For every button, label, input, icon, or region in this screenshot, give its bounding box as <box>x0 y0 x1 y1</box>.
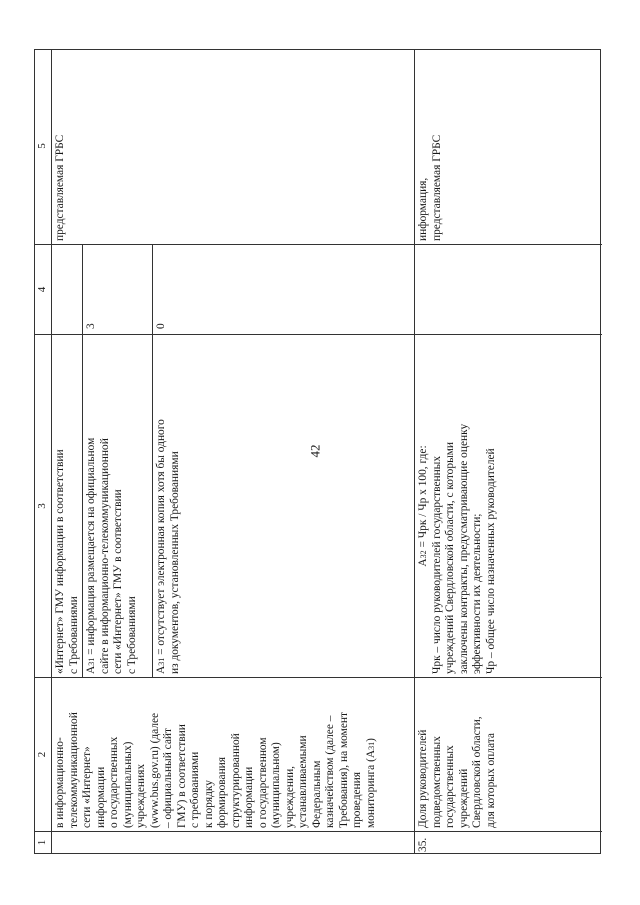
header-col-5: 5 <box>35 48 51 245</box>
row-a-score-mid: 3 <box>82 245 152 334</box>
row-a-score-cell <box>52 245 414 335</box>
row-a-method-top <box>52 335 82 677</box>
data-table <box>34 49 601 854</box>
row-a-score-top <box>52 245 82 334</box>
row-a-method-mid <box>82 335 152 677</box>
row-a-indicator-tail: ) <box>364 738 377 742</box>
row-a-mid-prefix: А <box>85 665 97 674</box>
row-a-score-bottom: 0 <box>152 245 414 334</box>
row-a-indicator-cell <box>52 678 414 832</box>
row-a-indicator-subscript: 31 <box>366 741 376 750</box>
row-a-method-cell <box>52 335 414 678</box>
row-a-mid-subscript: 31 <box>87 657 96 666</box>
row-b-formula <box>417 338 431 674</box>
row-b-formula-prefix: А <box>417 558 429 567</box>
row-b-number-cell: 35. <box>417 837 429 852</box>
table-header-row <box>35 50 51 853</box>
row-a-indicator-text: в информационно- телекоммуникационной сети «Интернет» информации о государственных (муниципальных) учреждениях (www.bus.gov.ru) (далее – официальный сайт ГМУ) в соответствии с требованиями к порядку формирования структурированной информации о государственном (муниципальном) учреждении, устанавливаемыми Федеральным казначейством (далее – Требования), на момент проведения мониторинга (А <box>54 712 377 828</box>
row-a-bot-text: = отсутствует электронная копия хотя бы одного из документов, установленных Требованиями <box>155 419 181 674</box>
header-col-4: 4 <box>35 245 51 335</box>
header-col-2: 2 <box>35 678 51 832</box>
table-row <box>414 50 602 853</box>
row-b-source-cell <box>415 48 602 245</box>
row-b-method-text: Чрк – число руководителей государственных учреждений Свердловской области, с которыми заключены контракты, предусматривающие оценку эффективности их деятельности; Чр – общее число назначенных руководителей <box>430 423 497 674</box>
header-col-1: 1 <box>36 839 48 846</box>
page-number: 42 <box>307 444 323 458</box>
row-a-method-bottom <box>152 335 414 677</box>
row-b-formula-subscript: 32 <box>419 550 428 559</box>
row-a-bot-prefix: А <box>155 665 167 674</box>
row-a-source-cell <box>52 48 414 245</box>
row-a-mid-text: = информация размещается на официальном сайте в информационно-телекоммуникационной сети «Интернет» ГМУ в соответствии с Требованиями <box>85 437 138 674</box>
row-a-bot-subscript: 31 <box>157 657 166 666</box>
row-b-indicator-text: Доля руководителей подведомственных государственных учреждений Свердловской области, для которых оплата <box>417 716 497 828</box>
row-b-formula-text: = Чрк / Чр х 100, где: <box>417 445 429 551</box>
row-a-method-top-text: «Интернет» ГМУ информации в соответствии с Требованиями <box>54 449 80 674</box>
row-b-method-cell <box>415 335 602 678</box>
table-row <box>51 50 414 853</box>
row-a-number-cell <box>52 832 414 853</box>
row-b-score-cell <box>415 245 602 335</box>
header-col-3: 3 <box>35 335 51 678</box>
row-a-source-text: представляемая ГРБС <box>54 134 66 241</box>
row-b-indicator-cell <box>415 678 602 832</box>
row-b-source-text: информация, представляемая ГРБС <box>417 134 443 241</box>
rotated-page-content <box>34 49 601 854</box>
